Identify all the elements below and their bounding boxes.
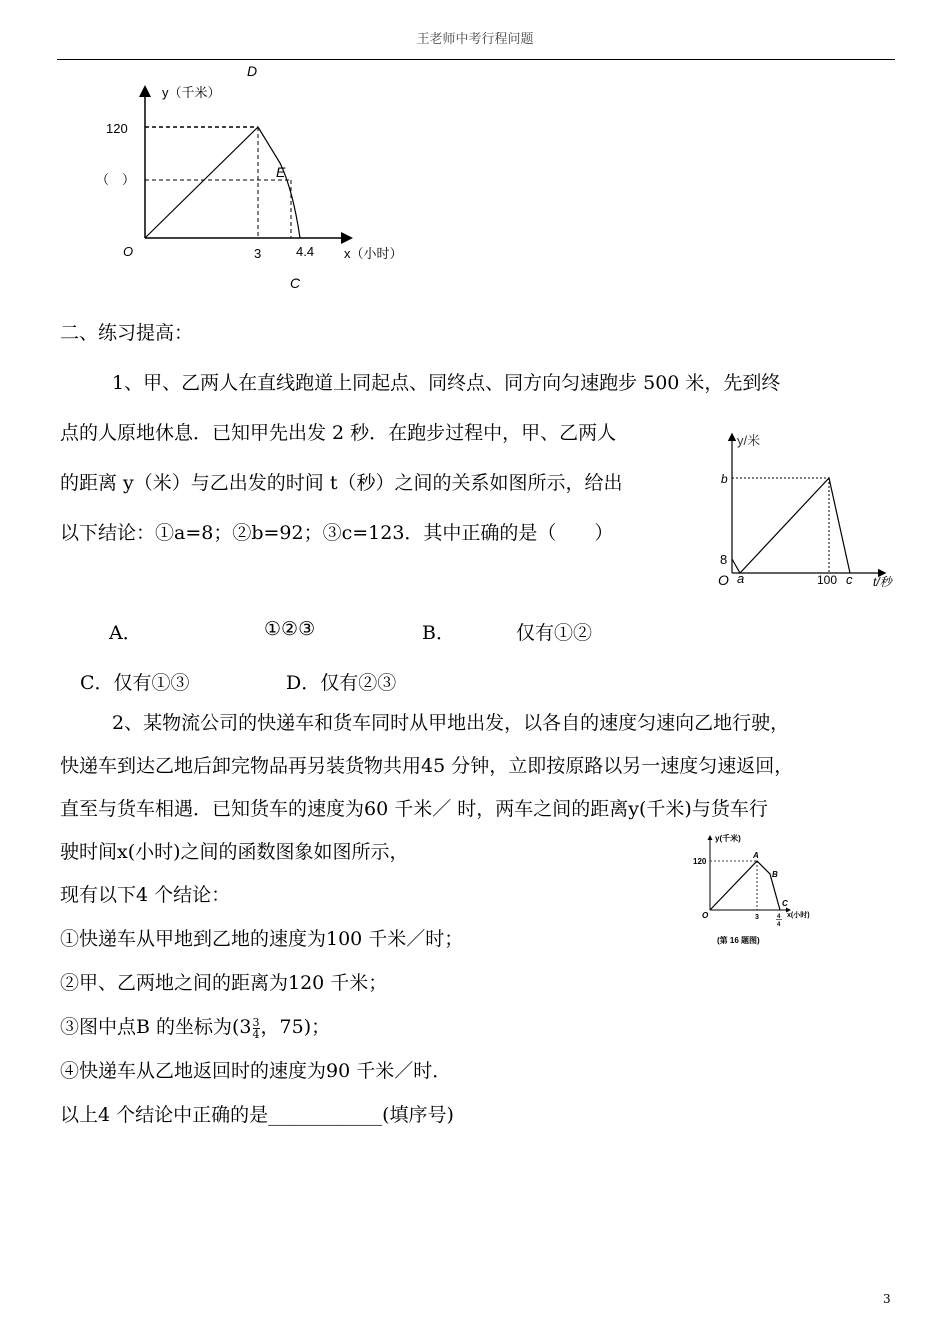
- graph1-origin: O: [123, 244, 134, 259]
- q1-line-4: 以下结论：①a=8；②b=92；③c=123．其中正确的是（ ）: [60, 522, 614, 544]
- q1-option-b-text: 仅有①②: [516, 622, 593, 644]
- graph1-x-tick-3: 3: [254, 246, 262, 261]
- q1-option-c: C．仅有①③: [80, 672, 190, 694]
- q2-graph-y120: 120: [693, 857, 707, 866]
- q2-graph-b: B: [772, 870, 778, 879]
- q1-graph: [712, 425, 912, 595]
- q2-c3-suffix: ，75)；: [260, 1016, 331, 1038]
- q2-line-3: 直至与货车相遇．已知货车的速度为60 千米／ 时，两车之间的距离y(千米)与货车行: [60, 798, 768, 820]
- q2-c3-fraction: [253, 1017, 260, 1040]
- q2-graph-origin: O: [702, 911, 709, 920]
- q2-graph-x-label: x(小时): [787, 912, 810, 919]
- page-number: 3: [883, 1292, 891, 1306]
- q1-graph-origin: O: [718, 572, 729, 588]
- q2-line-2: 快递车到达乙地后卸完物品再另装货物共用45 分钟，立即按原路以另一速度匀速返回，: [60, 755, 794, 777]
- section-title: 二、练习提高：: [60, 322, 194, 344]
- graph1-y-tick-120: 120: [106, 121, 128, 136]
- q1-graph-line: [732, 478, 850, 573]
- q1-option-b-label: B．: [422, 622, 455, 644]
- q1-option-a-text: ①②③: [264, 618, 316, 640]
- q1-graph-x-label: t/秒: [873, 575, 892, 589]
- graph1-point-d: D: [247, 63, 258, 79]
- q1-option-a-label: A．: [109, 622, 142, 644]
- q1-graph-8: 8: [720, 552, 728, 567]
- q2-conclusion-2: ②甲、乙两地之间的距离为120 千米；: [60, 972, 388, 994]
- q2-line-5: 现有以下4 个结论：: [60, 884, 231, 906]
- q2-graph-x3: 3: [755, 914, 759, 921]
- graph1-point-e: E: [276, 164, 286, 180]
- q1-graph-y-label: y/米: [737, 433, 761, 448]
- q2-graph-caption: (第 16 题图): [717, 936, 760, 945]
- q2-answer-line: 以上4 个结论中正确的是____________(填序号): [60, 1104, 454, 1126]
- graph-1: [88, 60, 448, 300]
- q2-line-1: 2、某物流公司的快递车和货车同时从甲地出发，以各自的速度匀速向乙地行驶，: [112, 712, 790, 734]
- q2-c3-prefix: ③图中点B 的坐标为(3: [60, 1016, 252, 1038]
- q2-graph-x4-num: 4: [777, 914, 781, 920]
- graph1-y-tick-blank: （ ）: [96, 172, 136, 187]
- q1-line-1: 1、甲、乙两人在直线跑道上同起点、同终点、同方向匀速跑步 500 米，先到终: [112, 372, 781, 394]
- page-header: 王老师中考行程问题: [416, 32, 534, 47]
- graph1-point-c: C: [290, 275, 301, 291]
- q2-graph-line: [710, 861, 780, 910]
- q1-graph-a: a: [737, 571, 745, 586]
- q2-graph-a: A: [753, 851, 759, 860]
- q1-line-2: 点的人原地休息．已知甲先出发 2 秒．在跑步过程中，甲、乙两人: [60, 422, 617, 444]
- q1-graph-100: 100: [817, 573, 838, 587]
- q1-option-d: D．仅有②③: [286, 672, 397, 694]
- q2-conclusion-3: [60, 1012, 330, 1040]
- graph1-curve-dc: [258, 127, 300, 238]
- graph1-x-label: x（小时）: [344, 246, 403, 261]
- q2-graph-x4-den: 4: [777, 922, 781, 928]
- q2-graph: [690, 828, 840, 952]
- graph1-x-tick-44: 4.4: [296, 244, 315, 259]
- q1-line-3: 的距离 y（米）与乙出发的时间 t（秒）之间的关系如图所示，给出: [60, 472, 623, 494]
- q2-graph-c: C: [782, 899, 788, 908]
- q2-graph-y-label: y(千米): [715, 834, 741, 843]
- q2-conclusion-4: ④快递车从乙地返回时的速度为90 千米／时．: [60, 1060, 452, 1082]
- q1-graph-c: c: [846, 572, 853, 587]
- q2-line-4: 驶时间x(小时)之间的函数图象如图所示，: [60, 841, 409, 863]
- q2-conclusion-1: ①快递车从甲地到乙地的速度为100 千米／时；: [60, 928, 464, 950]
- q2-c3-denominator: 4: [252, 1027, 260, 1041]
- q2-c3-numerator: 3: [252, 1015, 260, 1029]
- graph1-y-label: y（千米）: [162, 85, 221, 100]
- q1-graph-b: b: [721, 472, 728, 486]
- graph1-line-od: [145, 127, 258, 238]
